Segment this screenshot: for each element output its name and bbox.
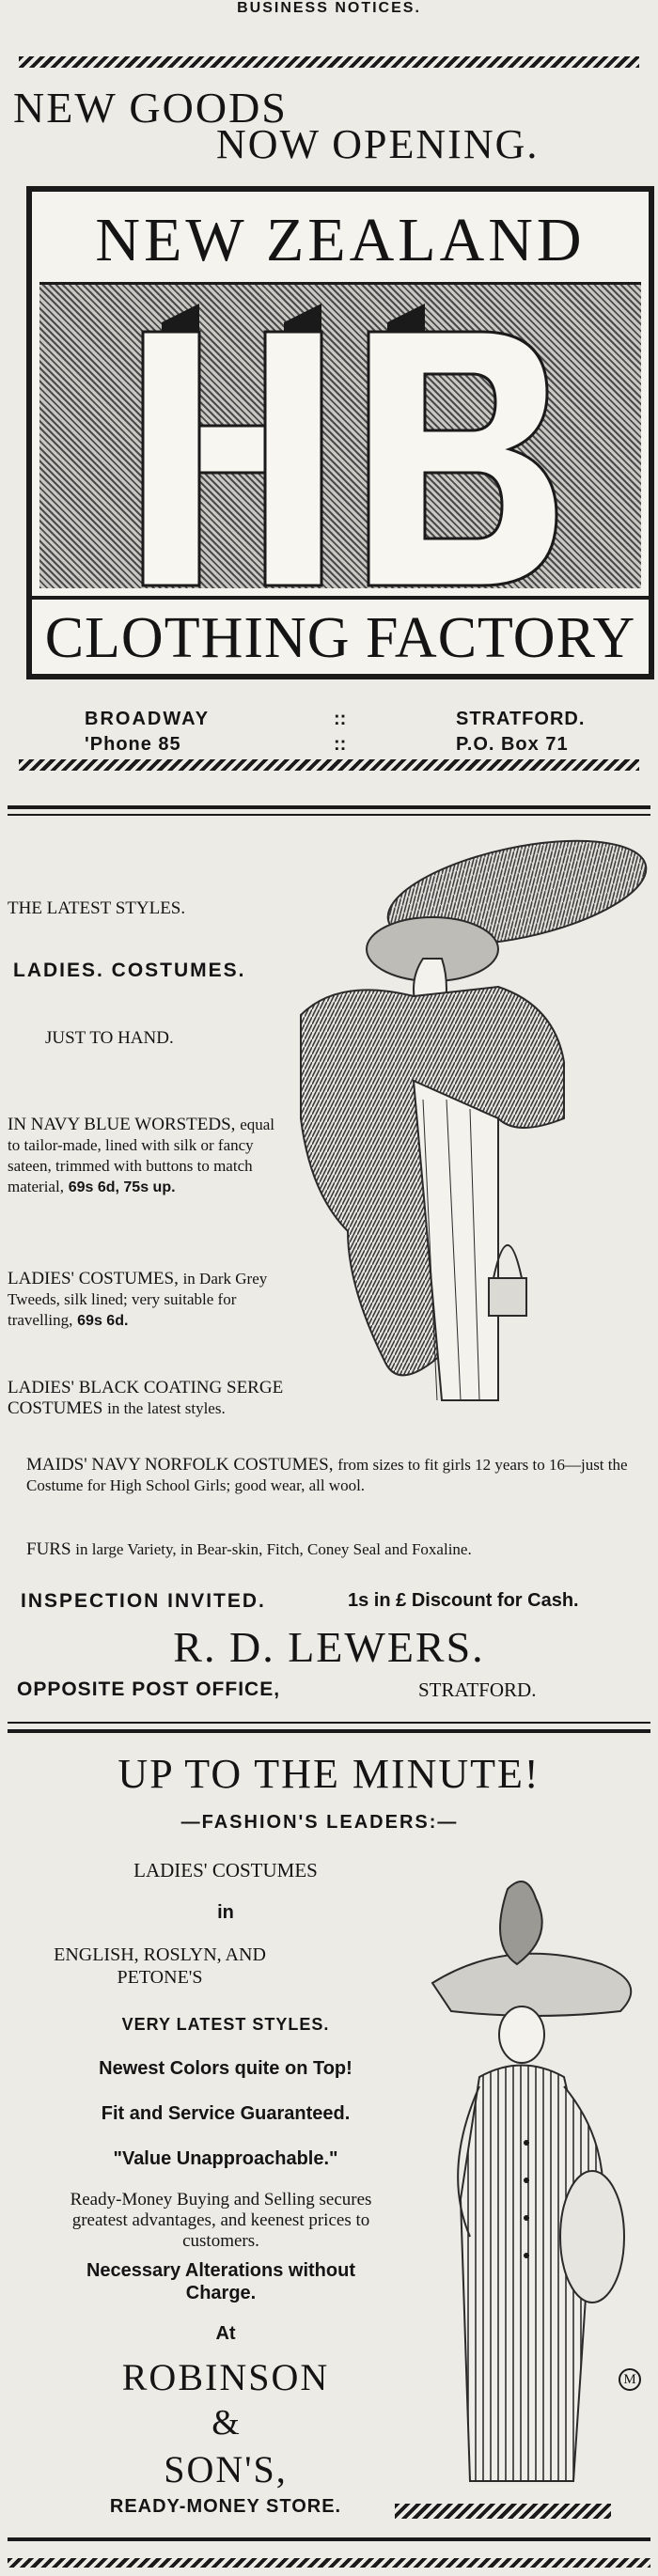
divider (8, 805, 650, 809)
black-body: in the latest styles. (107, 1399, 226, 1417)
divider (19, 759, 639, 771)
navy-lead: IN NAVY BLUE WORSTEDS, (8, 1115, 236, 1134)
hb-title: NEW ZEALAND (95, 206, 586, 274)
alterations: Necessary Alterations without Charge. (86, 2260, 355, 2303)
contact-right (456, 709, 644, 756)
lewers-town: STRATFORD. (418, 1678, 537, 1701)
navy-price: 69s 6d, 75s up. (68, 1179, 176, 1195)
contact-box: P.O. Box 71 (456, 734, 569, 755)
very-latest-styles: VERY LATEST STYLES. (121, 2015, 330, 2034)
divider (8, 1722, 650, 1724)
ladies-costumes-heading: LADIES. COSTUMES. (13, 960, 246, 981)
newest-colors: Newest Colors quite on Top! (99, 2058, 352, 2079)
navy-body: equal to tailor-made, lined with silk or fancy sateen, trimmed with buttons to match material, (8, 1116, 275, 1195)
inspection-invited: INSPECTION INVITED. (21, 1590, 266, 1612)
separator-1: :: (334, 709, 347, 729)
grey-lead: LADIES' COSTUMES, (8, 1269, 179, 1288)
brands: ENGLISH, ROSLYN, AND PETONE'S (54, 1944, 266, 1988)
divider (8, 2537, 650, 2541)
hb-subtitle: CLOTHING FACTORY (32, 596, 649, 672)
cash-discount: 1s in £ Discount for Cash. (348, 1590, 579, 1611)
contact-town: STRATFORD. (456, 709, 586, 729)
ready-money-store: READY-MONEY STORE. (109, 2496, 342, 2517)
maids-lead: MAIDS' NAVY NORFOLK COSTUMES, (26, 1455, 334, 1475)
contact-phone: 'Phone 85 (85, 734, 181, 755)
up-to-the-minute-headline: UP TO THE MINUTE! (118, 1751, 540, 1797)
ad-subheadline: NOW OPENING. (216, 121, 540, 167)
at-word: At (215, 2323, 236, 2344)
grey-price: 69s 6d. (77, 1313, 129, 1329)
merchant-name: R. D. LEWERS. (173, 1623, 485, 1671)
page-header: BUSINESS NOTICES. (237, 0, 421, 16)
black-lead: LADIES' BLACK COATING SERGE COSTUMES (8, 1378, 284, 1418)
ready-money-text: Ready-Money Buying and Selling secures greatest advantages, and keenest prices to customers. (70, 2190, 372, 2251)
maids-norfolk-item (26, 1455, 647, 1496)
divider (8, 1729, 650, 1733)
ad-headline: NEW GOODS (13, 84, 288, 132)
divider (19, 56, 639, 68)
robinson-ladies-costumes: LADIES' COSTUMES (133, 1859, 318, 1881)
artist-monogram: M (619, 2368, 641, 2391)
value-unapproachable: "Value Unapproachable." (113, 2148, 338, 2169)
furs-body: in large Variety, in Bear-skin, Fitch, Coney Seal and Foxaline. (75, 1540, 472, 1558)
hb-logo-box (26, 186, 654, 679)
sons-name: SON'S, (164, 2448, 288, 2490)
contact-separator (334, 709, 346, 756)
lady-in-striped-dress-illustration (414, 1861, 658, 2500)
contact-left (85, 709, 273, 756)
furs-item (26, 1539, 647, 1560)
black-serge-item (8, 1378, 290, 1419)
furs-lead: FURS (26, 1539, 71, 1559)
maids-body: from sizes to fit girls 12 years to 16—just the Costume for High School Girls; good wear, all wool. (26, 1456, 628, 1494)
hb-hatched-panel (39, 282, 641, 588)
in-word: in (217, 1902, 234, 1923)
contact-address: BROADWAY (85, 709, 211, 729)
navy-worsteds-item (8, 1115, 290, 1198)
latest-styles-heading: THE LATEST STYLES. (8, 898, 186, 918)
ampersand: & (212, 2403, 240, 2443)
divider (8, 814, 650, 816)
hb-logo (133, 285, 566, 591)
grey-body: in Dark Grey Tweeds, silk lined; very suitable for travelling, (8, 1270, 268, 1329)
just-to-hand: JUST TO HAND. (45, 1028, 174, 1048)
separator-2: :: (334, 734, 347, 755)
fit-service: Fit and Service Guaranteed. (101, 2103, 351, 2124)
opposite-post-office: OPPOSITE POST OFFICE, (17, 1678, 281, 1700)
divider (395, 2504, 611, 2519)
divider (8, 2558, 650, 2568)
robinson-name: ROBINSON (121, 2356, 330, 2398)
lady-in-fur-illustration (282, 836, 658, 1438)
dark-grey-item (8, 1269, 290, 1332)
fashion-leaders: —FASHION'S LEADERS:— (180, 1812, 459, 1833)
